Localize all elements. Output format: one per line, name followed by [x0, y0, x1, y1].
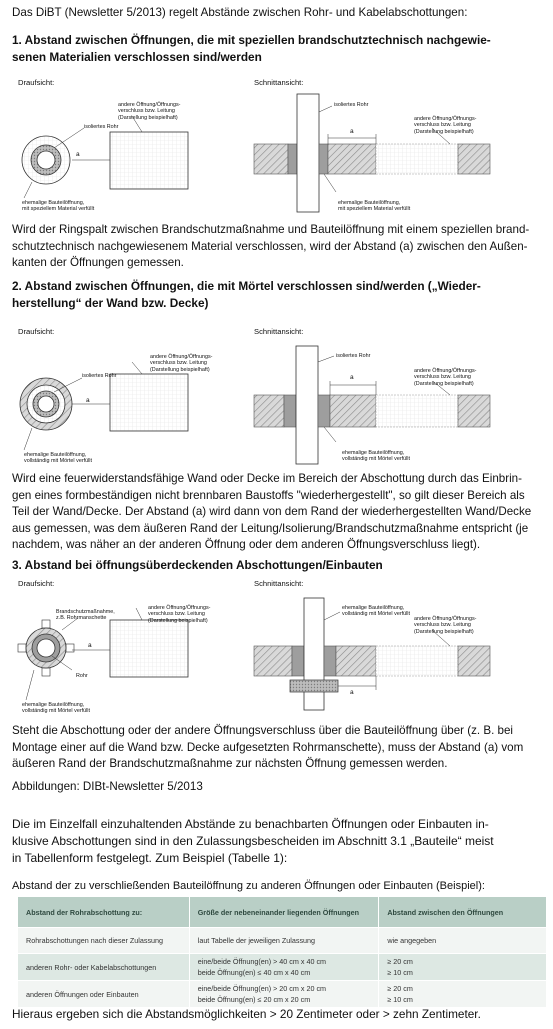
fig1-side-title: Schnittansicht: [254, 78, 304, 87]
fig3-side-title: Schnittansicht: [254, 579, 304, 588]
fig2-side-other-label: andere Öffnung/Öffnungs- verschluss bzw. Leitung (Darstellung beispielhaft) [414, 368, 477, 387]
table-caption: Abstand der zu verschließenden Bauteilöffnung zu anderen Öffnungen oder Einbauten (Beispiel): [12, 880, 485, 892]
fig1-side-other-label: andere Öffnung/Öffnungs- verschluss bzw. Leitung (Darstellung beispielhaft) [414, 116, 477, 135]
table-cell: eine/beide Öffnung(en) > 20 cm x 20 cm beide Öffnung(en) ≤ 20 cm x 20 cm [189, 981, 379, 1008]
table-cell: anderen Rohr- oder Kabelabschottungen [18, 954, 190, 981]
table-cell: ≥ 20 cm ≥ 10 cm [379, 981, 547, 1008]
fig2-side-dim: a [350, 374, 354, 381]
fig2-top-title: Draufsicht: [18, 327, 55, 336]
distance-table [17, 896, 547, 1008]
fig2-side-title: Schnittansicht: [254, 327, 304, 336]
fig1-top-pipe-label: isoliertes Rohr [84, 124, 119, 130]
table-cell: anderen Öffnungen oder Einbauten [18, 981, 190, 1008]
fig1-top-other-label: andere Öffnung/Öffnungs- verschluss bzw. Leitung (Darstellung beispielhaft) [118, 102, 181, 121]
fig3-top-other-label: andere Öffnung/Öffnungs- verschluss bzw. Leitung (Darstellung beispielhaft) [148, 605, 211, 624]
table-cell: wie angegeben [379, 928, 547, 954]
table-intro-paragraph: Die im Einzelfall einzuhaltenden Abstände zu benachbarten Öffnungen oder Einbauten in- klusive Abschottungen sind in den Zulassungsbescheiden im Abschnitt 3.1 „Bauteile“ meist in Tabellenform festgelegt. Zum Beispiel (Tabelle 1): [12, 817, 494, 865]
section-3-heading: 3. Abstand bei öffnungsüberdeckenden Abschottungen/Einbauten [12, 558, 383, 572]
fig2-top-pipe-label: isoliertes Rohr [82, 373, 117, 379]
table-cell: Rohrabschottungen nach dieser Zulassung [18, 928, 190, 954]
fig3-top-title: Draufsicht: [18, 579, 55, 588]
table-header-row [18, 897, 547, 928]
section-1-body: Wird der Ringspalt zwischen Brandschutzmaßnahme und Bauteilöffnung mit einem speziellen brand- schutztechnisch nachgewiesenem Material verschlossen, wird der Abstand (a) zwischen den Außen- kanten der Öffnungen gemessen. [12, 223, 530, 269]
fig3-top-bottom-label: ehemalige Bauteilöffnung, vollständig mit Mörtel verfüllt [22, 702, 91, 715]
section-2-heading: 2. Abstand zwischen Öffnungen, die mit Mörtel verschlossen sind/werden („Wieder- herstellung“ der Wand bzw. Decke) [12, 279, 481, 310]
fig1-top-title: Draufsicht: [18, 78, 55, 87]
fig1-side-view [250, 88, 545, 218]
table-row [18, 954, 547, 981]
fig3-side-other-label: andere Öffnung/Öffnungs- verschluss bzw. Leitung (Darstellung beispielhaft) [414, 616, 477, 635]
section-3-body: Steht die Abschottung oder der andere Öffnungsverschluss über die Bauteilöffnung über (z. B. bei Montage einer auf die Wand bzw. Decke aufgesetzten Rohrmanschette), muss der Abstand (a) vom äußeren Rand der Brandschutzmaßnahme zur nächsten Öffnung gemessen werden. [12, 724, 524, 770]
footer-text: Hieraus ergeben sich die Abstandsmöglichkeiten > 20 Zentimeter oder > zehn Zentimeter. [12, 1007, 481, 1021]
table-header: Größe der nebeneinander liegenden Öffnungen [189, 897, 379, 928]
table-header: Abstand der Rohrabschottung zu: [18, 897, 190, 928]
section-1-heading: 1. Abstand zwischen Öffnungen, die mit speziellen brandschutztechnisch nachgewie- senen Materialien verschlossen sind/werden [12, 33, 491, 64]
table-cell: laut Tabelle der jeweiligen Zulassung [189, 928, 379, 954]
fig1-top-dim: a [76, 151, 80, 158]
fig1-top-bottom-label: ehemalige Bauteilöffnung, mit speziellem Material verfüllt [22, 200, 95, 213]
fig3-top-pipe-label: Rohr [76, 673, 88, 679]
fig2-side-pipe-label: isoliertes Rohr [336, 353, 371, 359]
fig1-side-pipe-label: isoliertes Rohr [334, 102, 369, 108]
fig3-top-collar-label: Brandschutzmaßnahme, z.B. Rohrmanschette [56, 609, 115, 622]
table-cell: ≥ 20 cm ≥ 10 cm [379, 954, 547, 981]
fig3-side-dim: a [350, 689, 354, 696]
fig2-top-other-label: andere Öffnung/Öffnungs- verschluss bzw. Leitung (Darstellung beispielhaft) [150, 354, 213, 373]
fig3-top-dim: a [88, 642, 92, 649]
fig1-side-dim: a [350, 128, 354, 135]
table-row [18, 928, 547, 954]
section-2-body: Wird eine feuerwiderstandsfähige Wand oder Decke im Bereich der Abschottung durch das Einbrin- gen eines formbeständigen nicht brennbaren Baustoffs "wiederhergestellt", so gilt dieser Bereich als Teil der Wand/Decke. Der Abstand (a) wird dann von dem Rand der wiederhergestellten Wand/Decke aus gemessen, was dem äußeren Rand der Leitung/Isolierung/Brandschutzmaßnahme entspricht (je nachdem, was näher an der anderen Öffnung oder dem anderen Öffnungsverschluss liegt). [12, 472, 532, 551]
fig3-side-top-label: ehemalige Bauteilöffnung, vollständig mit Mörtel verfüllt [342, 605, 411, 618]
figure-credit: Abbildungen: DIBt-Newsletter 5/2013 [12, 780, 203, 793]
table-cell: eine/beide Öffnung(en) > 40 cm x 40 cm beide Öffnung(en) ≤ 40 cm x 40 cm [189, 954, 379, 981]
fig2-top-dim: a [86, 397, 90, 404]
fig2-side-bottom-label: ehemalige Bauteilöffnung, vollständig mit Mörtel verfüllt [342, 450, 411, 463]
table-header: Abstand zwischen den Öffnungen [379, 897, 547, 928]
fig2-top-bottom-label: ehemalige Bauteilöffnung, vollständig mit Mörtel verfüllt [24, 452, 93, 465]
intro-text: Das DiBT (Newsletter 5/2013) regelt Abstände zwischen Rohr- und Kabelabschottungen: [12, 6, 468, 19]
table-row [18, 981, 547, 1008]
fig1-side-bottom-label: ehemalige Bauteilöffnung, mit speziellem Material verfüllt [338, 200, 411, 213]
